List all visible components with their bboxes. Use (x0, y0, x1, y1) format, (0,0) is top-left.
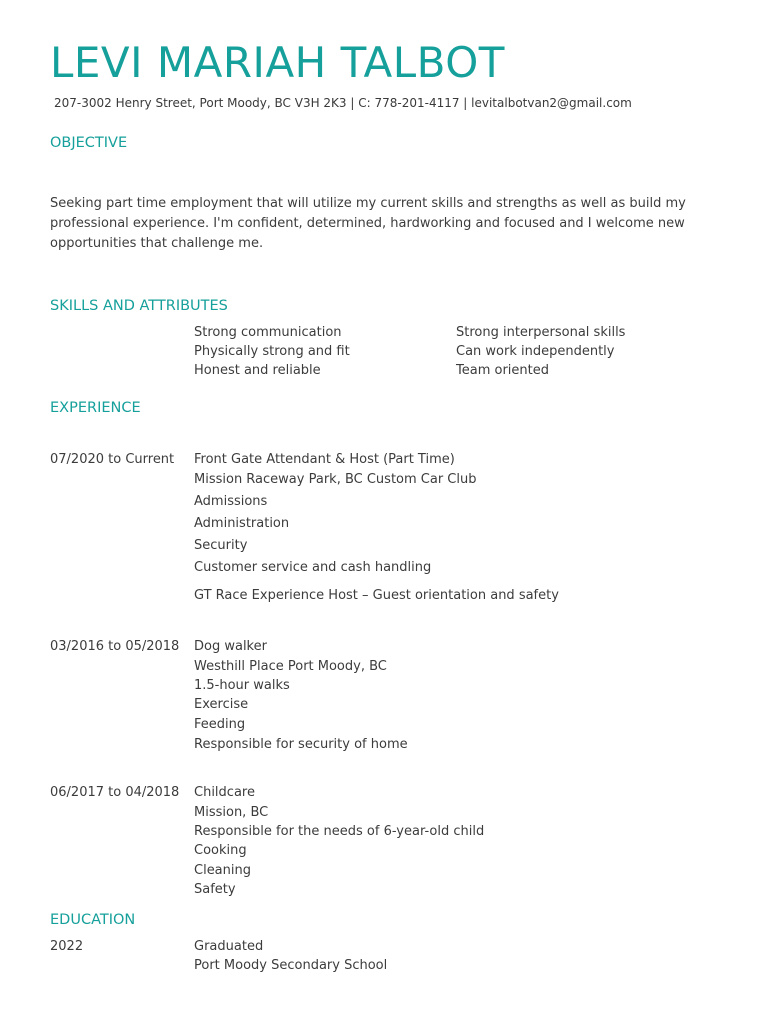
job-item: Admissions (194, 494, 268, 509)
job-place: Mission Raceway Park, BC Custom Car Club (194, 472, 477, 487)
job-item: 1.5-hour walks (194, 678, 290, 693)
job-item: Security (194, 538, 248, 553)
job-item: Cleaning (194, 863, 251, 878)
resume-name: LEVI MARIAH TALBOT (50, 38, 505, 87)
job-item: Feeding (194, 717, 246, 732)
job-title: Dog walker (194, 639, 267, 654)
job-title: Childcare (194, 785, 255, 800)
objective-line: Seeking part time employment that will utilize my current skills and strengths as well as build my (50, 196, 686, 211)
objective-line: opportunities that challenge me. (50, 236, 264, 251)
job-title: Front Gate Attendant & Host (Part Time) (194, 452, 455, 467)
job-place: Westhill Place Port Moody, BC (194, 659, 387, 674)
job-date: 06/2017 to 04/2018 (50, 785, 180, 800)
skill-item: Team oriented (456, 363, 549, 378)
job-place: Mission, BC (194, 805, 269, 820)
job-date: 03/2016 to 05/2018 (50, 639, 180, 654)
skill-item: Can work independently (456, 344, 615, 359)
skill-item: Strong interpersonal skills (456, 325, 626, 340)
skill-item: Strong communication (194, 325, 342, 340)
education-status: Graduated (194, 939, 264, 954)
section-heading-experience: EXPERIENCE (50, 400, 141, 416)
job-item: Cooking (194, 843, 247, 858)
job-item: Exercise (194, 697, 249, 712)
education-school: Port Moody Secondary School (194, 958, 388, 973)
objective-line: professional experience. I'm confident, determined, hardworking and focused and I welcome new (50, 216, 685, 231)
job-item: Administration (194, 516, 290, 531)
job-item: Safety (194, 882, 236, 897)
education-date: 2022 (50, 939, 84, 954)
skill-item: Physically strong and fit (194, 344, 350, 359)
job-item: Responsible for the needs of 6-year-old child (194, 824, 485, 839)
contact-line: 207-3002 Henry Street, Port Moody, BC V3H 2K3 | C: 778-201-4117 | levitalbotvan2@gmail.com (54, 96, 632, 110)
objective-paragraph (50, 194, 730, 254)
job-item: GT Race Experience Host – Guest orientation and safety (194, 588, 559, 603)
section-heading-skills: SKILLS AND ATTRIBUTES (50, 298, 228, 314)
section-heading-education: EDUCATION (50, 912, 136, 928)
skill-item: Honest and reliable (194, 363, 321, 378)
job-date: 07/2020 to Current (50, 452, 175, 467)
section-heading-objective: OBJECTIVE (50, 135, 128, 151)
job-item: Responsible for security of home (194, 737, 408, 752)
job-item: Customer service and cash handling (194, 560, 432, 575)
